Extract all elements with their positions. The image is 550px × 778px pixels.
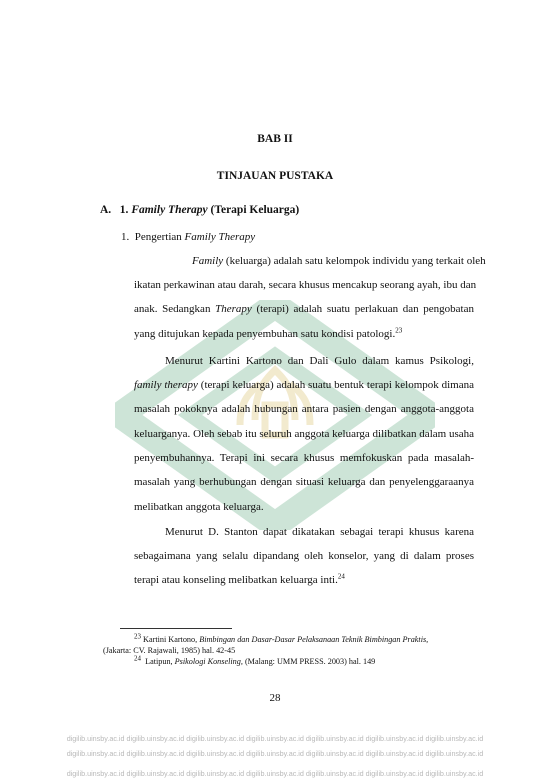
section-title-italic: Family Therapy — [131, 204, 208, 216]
footnote-24-author: Latipun, — [141, 657, 175, 666]
p1-term-therapy: Therapy — [215, 303, 252, 315]
paragraph3-line3 — [134, 573, 345, 587]
footer-watermark-row1: digilib.uinsby.ac.id digilib.uinsby.ac.id digilib.uinsby.ac.id digilib.uinsby.ac.id digilib.uinsby.ac.id digilib.uinsby.ac.id digilib.uinsby.ac.id — [66, 734, 484, 743]
paragraph2-line1: Menurut Kartini Kartono dan Dali Gulo dalam kamus Psikologi, — [165, 355, 474, 367]
subsection-prefix: 1. Pengertian — [121, 231, 185, 243]
paragraph1-line1 — [192, 254, 486, 268]
footnote-ref-24: 24 — [337, 572, 345, 581]
footnote-24-number: 24 — [134, 654, 141, 663]
chapter-label: BAB II — [257, 133, 293, 145]
p3-line3-text: terapi atau konseling melibatkan keluarga inti. — [134, 574, 338, 586]
footnote-23-author: Kartini Kartono, — [141, 635, 200, 644]
paragraph1-line2: ikatan perkawinan atau darah, secara khusus mencakup seorang ayah, ibu dan — [134, 279, 477, 291]
footnote-23-title: Bimbingan dan Dasar-Dasar Pelaksanaan Teknik Bimbingan Praktis, — [199, 635, 429, 644]
paragraph2-line2 — [134, 378, 474, 392]
subsection-italic: Family Therapy — [184, 231, 256, 243]
paragraph2-line3: masalah pokoknya adalah hubungan antara pasien dengan anggota-anggota — [134, 403, 474, 415]
paragraph2-line7: melibatkan anggota keluarga. — [134, 501, 264, 513]
paragraph1-line3 — [134, 302, 474, 316]
chapter-title: TINJAUAN PUSTAKA — [216, 170, 334, 182]
paragraph3-line2: sebagaimana yang selalu dipandang oleh konselor, yang di dalam proses — [134, 550, 474, 562]
footnote-23-number: 23 — [134, 632, 141, 641]
section-heading — [100, 204, 299, 216]
section-title-rest: (Terapi Keluarga) — [207, 204, 300, 216]
footer-watermark-row3: digilib.uinsby.ac.id digilib.uinsby.ac.id digilib.uinsby.ac.id digilib.uinsby.ac.id digilib.uinsby.ac.id digilib.uinsby.ac.id digilib.uinsby.ac.id — [66, 769, 484, 778]
paragraph2-line6: masalah yang berhubungan dengan situasi keluarga dan penyelenggaraanya — [134, 476, 474, 488]
p1-line4-text: yang ditujukan kepada penyembuhan satu kondisi patologi. — [134, 328, 396, 340]
footnote-24-title: Psikologi Konseling, — [174, 657, 243, 666]
footnote-ref-23: 23 — [395, 326, 403, 335]
p2-line2-rest: (terapi keluarga) adalah suatu bentuk terapi kelompok dimana — [197, 379, 474, 391]
p2-term-family-therapy: family therapy — [134, 379, 198, 391]
paragraph2-line5: penyembuhannya. Terapi ini secara khusus memfokuskan pada masalah- — [134, 452, 474, 464]
p1-line1-text: (keluarga) adalah satu kelompok individu yang terkait oleh — [223, 255, 486, 267]
paragraph2-line4: keluarganya. Oleh sebab itu seluruh anggota keluarga dilibatkan dalam usaha — [134, 428, 474, 440]
footnote-23 — [134, 632, 429, 645]
page-number: 28 — [269, 692, 281, 704]
footnote-24 — [134, 654, 376, 667]
p1-line3-rest: (terapi) adalah suatu perlakuan dan pengobatan — [251, 303, 474, 315]
p1-line3-pre: anak. Sedangkan — [134, 303, 216, 315]
footer-watermark-row2: digilib.uinsby.ac.id digilib.uinsby.ac.id digilib.uinsby.ac.id digilib.uinsby.ac.id digilib.uinsby.ac.id digilib.uinsby.ac.id digilib.uinsby.ac.id — [66, 749, 484, 758]
paragraph3-line1: Menurut D. Stanton dapat dikatakan sebagai terapi khusus karena — [165, 526, 474, 538]
footnote-23-line2: (Jakarta: CV. Rajawali, 1985) hal. 42-45 — [103, 646, 236, 655]
p1-term-family: Family — [192, 255, 224, 267]
section-prefix: A. 1. — [100, 204, 132, 216]
footnote-separator — [120, 628, 232, 629]
footnote-24-rest: (Malang: UMM PRESS. 2003) hal. 149 — [242, 657, 376, 666]
subsection-heading — [121, 230, 255, 244]
paragraph1-line4 — [134, 327, 402, 341]
